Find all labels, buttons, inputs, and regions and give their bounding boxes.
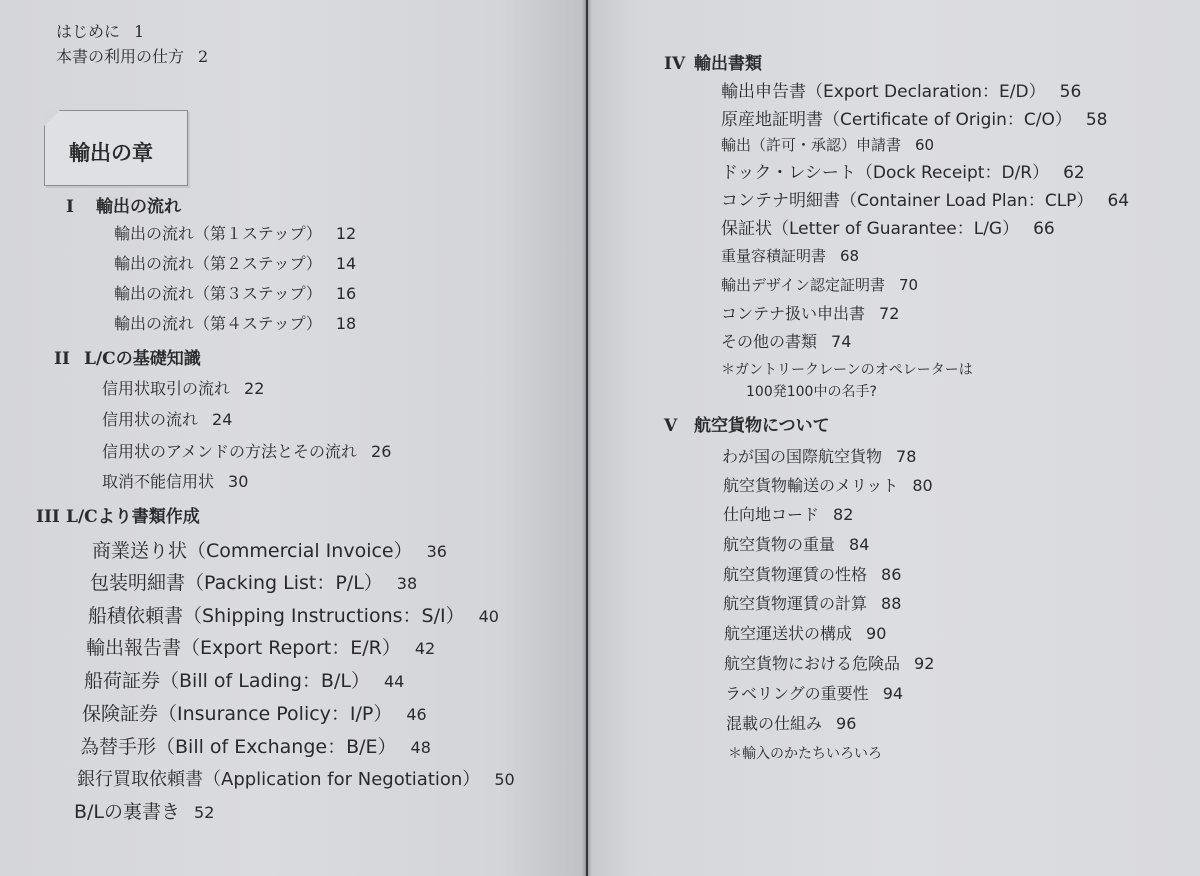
entry-title: 銀行買取依頼書（Application for Negotiation） [77,769,481,790]
section-numeral: II [54,349,70,369]
entry-page: 66 [1033,219,1055,239]
entry-title: 輸出デザイン認定証明書 [721,276,885,294]
toc-entry [721,221,1055,238]
right-page [588,0,1200,876]
entry-title: 仕向地コード [723,505,820,524]
toc-entry [721,278,918,293]
entry-title: 重量容積証明書 [721,247,827,265]
toc-entry [92,542,447,561]
entry-page: 2 [198,47,209,66]
toc-entry [723,567,901,583]
entry-page: 86 [881,565,902,584]
toc-entry [114,316,356,332]
left-page [0,0,586,876]
entry-title: 商業送り状（Commercial Invoice） [92,540,413,562]
toc-entry [723,537,869,553]
section-numeral: III [36,507,60,527]
toc-entry [82,705,427,724]
entry-page: 72 [879,304,900,323]
entry-title: 航空運送状の構成 [724,624,853,643]
section-note: 100発100中の名手? [746,384,877,400]
toc-entry [721,193,1129,210]
entry-title: 輸出の流れ（第２ステップ） [114,254,322,273]
section-note: ＊ガントリークレーンのオペレーターは [721,362,973,378]
toc-entry [724,626,886,642]
section-title: L/Cより書類作成 [66,507,200,527]
toc-entry [723,596,901,612]
entry-page: 26 [371,442,392,461]
section-numeral: V [664,416,678,436]
entry-title: 取消不能信用状 [102,472,215,491]
toc-entry [114,256,356,272]
entry-page: 84 [849,535,870,554]
entry-page: 18 [335,314,357,333]
entry-page: 14 [335,254,357,273]
section-heading [54,351,201,368]
entry-page: 78 [896,447,917,466]
entry-page: 90 [866,624,887,643]
toc-entry [721,334,851,350]
toc-intro-entry [56,24,144,40]
entry-title: 混載の仕組み [726,714,823,733]
entry-title: 輸出（許可・承認）申請書 [721,136,902,154]
section-title: 航空貨物について [694,416,830,436]
toc-entry [80,738,431,757]
entry-page: 22 [244,379,265,398]
entry-page: 96 [836,714,857,733]
toc-entry [721,112,1108,129]
entry-title: 輸出の流れ（第４ステップ） [114,314,322,333]
entry-title: 航空貨物輸送のメリット [723,476,899,495]
entry-title: はじめに [56,22,121,41]
entry-page: 30 [228,472,249,491]
section-title: 輸出書類 [694,54,762,74]
entry-title: 輸出の流れ（第３ステップ） [114,284,322,303]
entry-page: 36 [426,542,447,561]
entry-page: 74 [831,332,852,351]
toc-entry [77,771,515,789]
entry-title: 航空貨物の重量 [723,535,836,554]
section-numeral: I [66,197,74,217]
entry-page: 60 [915,136,935,154]
entry-title: その他の書類 [721,332,818,351]
toc-entry [721,84,1081,101]
entry-page: 24 [212,410,233,429]
toc-entry [84,672,404,691]
entry-title: 信用状取引の流れ [102,379,231,398]
entry-title: 原産地証明書（Certificate of Origin：C/O） [721,110,1072,130]
toc-entry [102,474,248,490]
entry-page: 1 [134,22,145,41]
entry-title: 保証状（Letter of Guarantee：L/G） [721,219,1020,239]
entry-title: 包装明細書（Packing List：P/L） [90,572,383,594]
entry-page: 50 [494,770,515,789]
entry-title: 輸出申告書（Export Declaration：E/D） [721,82,1046,102]
entry-title: 航空貨物運賃の性格 [723,565,868,584]
entry-page: 42 [414,639,436,658]
entry-page: 58 [1085,110,1108,130]
entry-page: 64 [1107,191,1130,211]
toc-entry [723,478,933,494]
entry-title: わが国の国際航空貨物 [722,447,883,466]
entry-page: 82 [833,505,854,524]
toc-entry [722,449,916,465]
entry-title: ドック・レシート（Dock Receipt：D/R） [721,163,1050,183]
section-heading [664,418,830,435]
entry-page: 48 [410,738,431,757]
section-note: ＊輸入のかたちいろいろ [728,746,882,762]
chapter-heading-box [44,110,188,186]
entry-title: ラベリングの重要性 [725,684,869,703]
entry-page: 52 [194,803,215,822]
toc-entry [114,226,356,242]
entry-page: 38 [396,574,418,593]
section-heading [36,509,200,526]
toc-entry [721,306,899,322]
section-title: 輸出の流れ [96,197,181,217]
entry-title: 船積依頼書（Shipping Instructions：S/I） [88,605,465,627]
toc-intro-entry [56,49,208,65]
entry-title: 信用状のアメンドの方法とその流れ [102,442,358,461]
entry-page: 16 [335,284,357,303]
entry-page: 46 [406,705,427,724]
entry-title: 航空貨物における危険品 [724,654,901,673]
entry-title: B/Lの裏書き [74,801,181,823]
toc-entry [725,686,903,702]
entry-page: 62 [1063,163,1085,183]
toc-entry [102,444,391,460]
section-numeral: IV [664,54,686,74]
entry-title: 航空貨物運賃の計算 [723,594,868,613]
toc-entry [88,607,499,626]
entry-title: コンテナ扱い申出書 [721,304,866,323]
entry-page: 88 [881,594,902,613]
toc-entry [90,574,417,593]
entry-title: 保険証券（Insurance Policy：I/P） [82,703,393,725]
entry-title: コンテナ明細書（Container Load Plan：CLP） [721,191,1094,211]
entry-page: 92 [914,654,935,673]
entry-page: 94 [882,684,904,703]
section-heading [66,199,181,216]
entry-title: 船荷証券（Bill of Lading：B/L） [84,670,370,692]
toc-entry [86,639,435,658]
entry-page: 40 [478,607,499,626]
entry-page: 80 [912,476,933,495]
book-gutter [582,0,592,876]
toc-entry [102,412,232,428]
section-title: L/Cの基礎知識 [84,349,201,369]
toc-entry [724,656,934,672]
entry-page: 70 [898,276,919,294]
entry-title: 輸出報告書（Export Report：E/R） [86,637,401,659]
toc-entry [726,716,856,732]
entry-page: 56 [1059,82,1082,102]
toc-entry [114,286,356,302]
entry-title: 輸出の流れ（第１ステップ） [114,224,322,243]
entry-page: 12 [335,224,357,243]
entry-title: 信用状の流れ [102,410,199,429]
section-heading [664,56,762,73]
entry-page: 44 [383,672,405,691]
toc-entry [102,381,264,397]
chapter-title: 輸出の章 [69,141,153,165]
entry-page: 68 [840,247,860,265]
entry-title: 為替手形（Bill of Exchange：B/E） [80,736,397,758]
toc-entry [723,507,853,523]
toc-entry [721,165,1085,182]
entry-title: 本書の利用の仕方 [56,47,185,66]
toc-entry [721,138,934,153]
toc-entry [74,803,214,822]
toc-entry [721,249,859,264]
